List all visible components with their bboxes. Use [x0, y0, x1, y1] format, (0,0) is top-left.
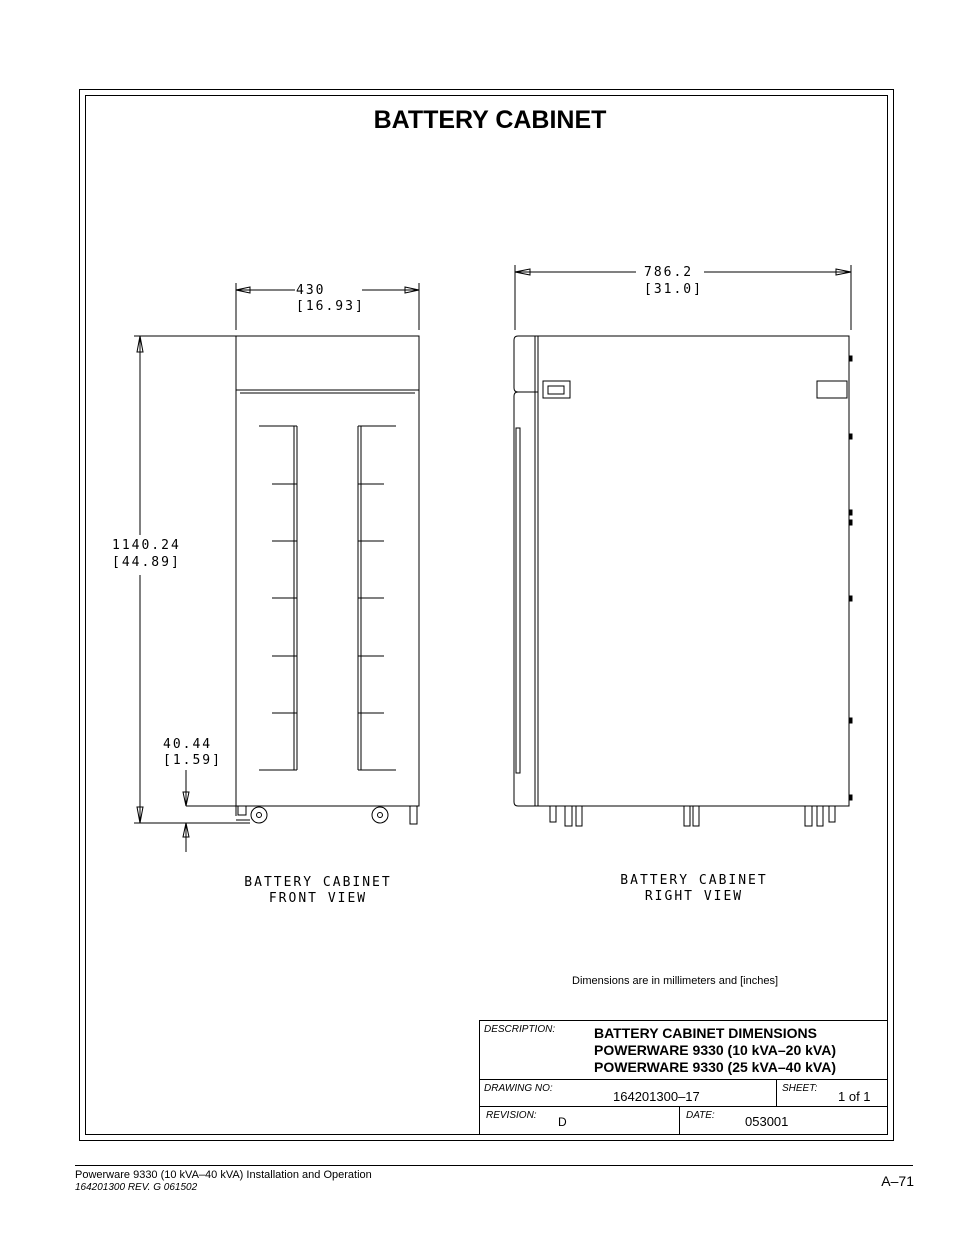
date-value: 053001 [745, 1114, 789, 1129]
footer-manual-title: Powerware 9330 (10 kVA–40 kVA) Installation and Operation [75, 1169, 372, 1181]
front-height-in: [44.89] [112, 555, 181, 570]
title-block [479, 1020, 888, 1135]
footer-document-number: 164201300 REV. G 061502 [75, 1182, 198, 1193]
right-depth-in: [31.0] [644, 282, 703, 297]
title-block-sheet [777, 1080, 887, 1107]
front-caption-1: BATTERY CABINET [244, 875, 392, 890]
title-block-revision [480, 1107, 680, 1134]
description-line-2: POWERWARE 9330 (10 kVA–20 kVA) [594, 1042, 836, 1058]
title-block-date [680, 1107, 887, 1134]
footer-page-number: A–71 [881, 1173, 914, 1189]
sheet-label: SHEET: [782, 1083, 818, 1094]
description-text [594, 1025, 836, 1076]
revision-label: REVISION: [486, 1110, 537, 1121]
front-base-in: [1.59] [163, 753, 222, 768]
drawing-no-value: 164201300–17 [613, 1089, 700, 1104]
front-base-mm: 40.44 [163, 737, 213, 752]
revision-value: D [558, 1115, 567, 1129]
sheet-value: 1 of 1 [838, 1089, 871, 1104]
description-line-3: POWERWARE 9330 (25 kVA–40 kVA) [594, 1059, 836, 1075]
description-label: DESCRIPTION: [484, 1024, 556, 1035]
right-caption-1: BATTERY CABINET [620, 873, 768, 888]
front-width-in: [16.93] [296, 299, 365, 314]
title-block-drawing-no [480, 1080, 777, 1107]
technical-drawing [85, 95, 888, 955]
front-caption-2: FRONT VIEW [268, 891, 368, 906]
page-title: BATTERY CABINET [373, 106, 607, 134]
right-depth-mm: 786.2 [644, 265, 694, 280]
description-line-1: BATTERY CABINET DIMENSIONS [594, 1025, 817, 1041]
front-width-mm: 430 [296, 283, 326, 298]
right-caption-2: RIGHT VIEW [644, 889, 744, 904]
date-label: DATE: [686, 1110, 715, 1121]
footer-divider [75, 1165, 913, 1166]
title-block-description [480, 1021, 887, 1080]
units-note: Dimensions are in millimeters and [inches] [572, 975, 779, 987]
right-view-drawing [514, 265, 852, 826]
drawing-no-label: DRAWING NO: [484, 1083, 553, 1094]
front-height-mm: 1140.24 [112, 538, 181, 553]
